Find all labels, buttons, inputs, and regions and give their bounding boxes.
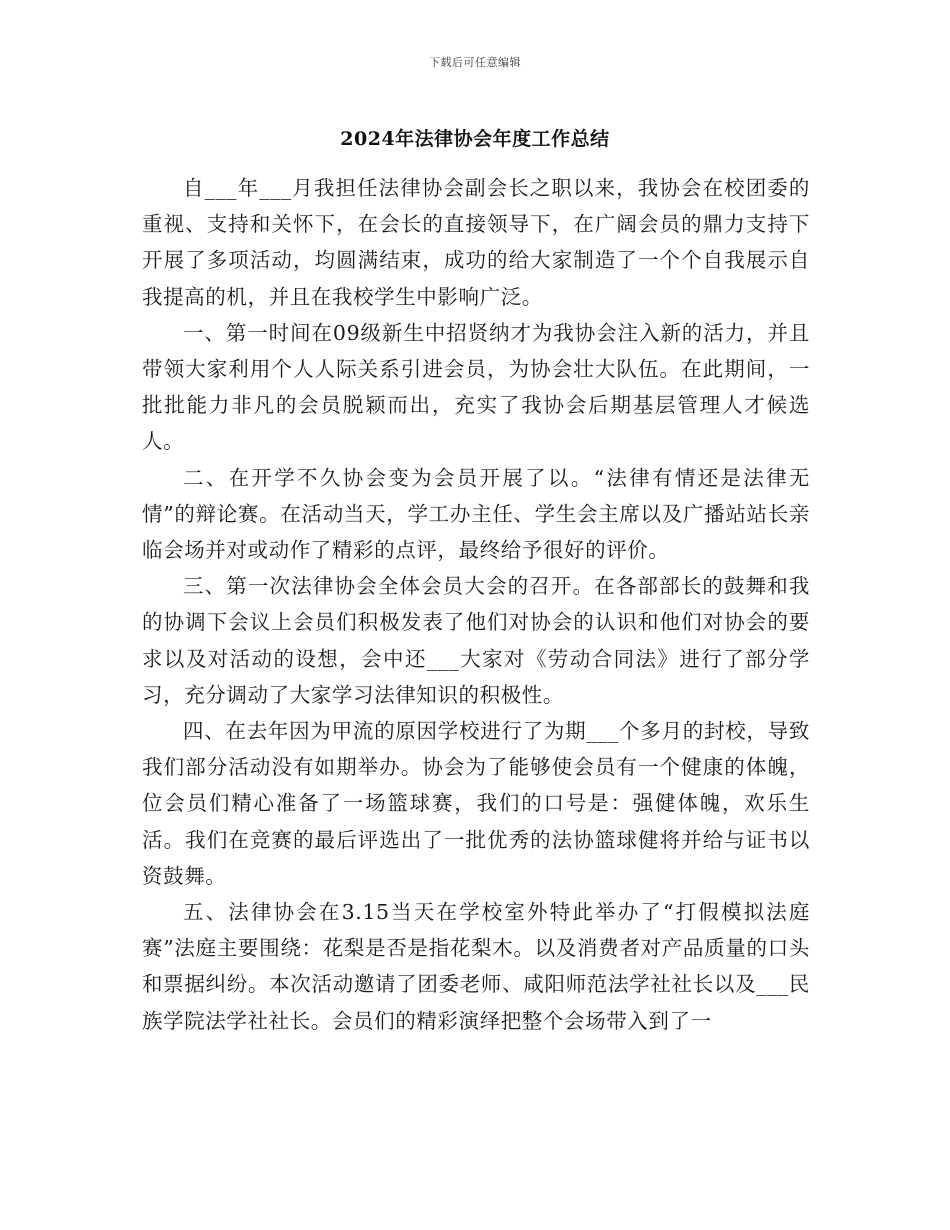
- paragraph-item-2: 二、在开学不久协会变为会员开展了以。“法律有情还是法律无情”的辩论赛。在活动当天，学工办主任、学生会主席以及广播站站长亲临会场并对或动作了精彩的点评，最终给予很好的评价。: [142, 465, 810, 563]
- paragraph-item-3: 三、第一次法律协会全体会员大会的召开。在各部部长的鼓舞和我的协调下会议上会员们积极发表了他们对协会的认识和他们对协会的要求以及对活动的设想，会中还___大家对《劳动合同法》进行了部分学习，充分调动了大家学习法律知识的积极性。: [142, 574, 810, 707]
- header-note: 下载后可任意编辑: [429, 56, 521, 69]
- document-title: 2024年法律协会年度工作总结: [340, 128, 610, 150]
- document-body: [142, 170, 810, 1039]
- paragraph-item-4: 四、在去年因为甲流的原因学校进行了为期___个多月的封校，导致我们部分活动没有如期举办。协会为了能够使会员有一个健康的体魄，位会员们精心准备了一场篮球赛，我们的口号是：强健体魄，欢乐生活。我们在竞赛的最后评选出了一批优秀的法协篮球健将并给与证书以资鼓舞。: [142, 719, 810, 888]
- paragraph-item-5: 五、法律协会在3.15当天在学校室外特此举办了“打假模拟法庭赛”法庭主要围绕：花梨是否是指花梨木。以及消费者对产品质量的口头和票据纠纷。本次活动邀请了团委老师、咸阳师范法学社社长以及___民族学院法学社社长。会员们的精彩演绎把整个会场带入到了一: [142, 900, 810, 1033]
- paragraph-item-1: 一、第一时间在09级新生中招贤纳才为我协会注入新的活力，并且带领大家利用个人人际关系引进会员，为协会壮大队伍。在此期间，一批批能力非凡的会员脱颖而出，充实了我协会后期基层管理人才候选人。: [142, 320, 810, 454]
- paragraph-intro: 自___年___月我担任法律协会副会长之职以来，我协会在校团委的重视、支持和关怀下，在会长的直接领导下，在广阔会员的鼎力支持下开展了多项活动，均圆满结束，成功的给大家制造了一个个自我展示自我提高的机，并且在我校学生中影响广泛。: [142, 176, 810, 309]
